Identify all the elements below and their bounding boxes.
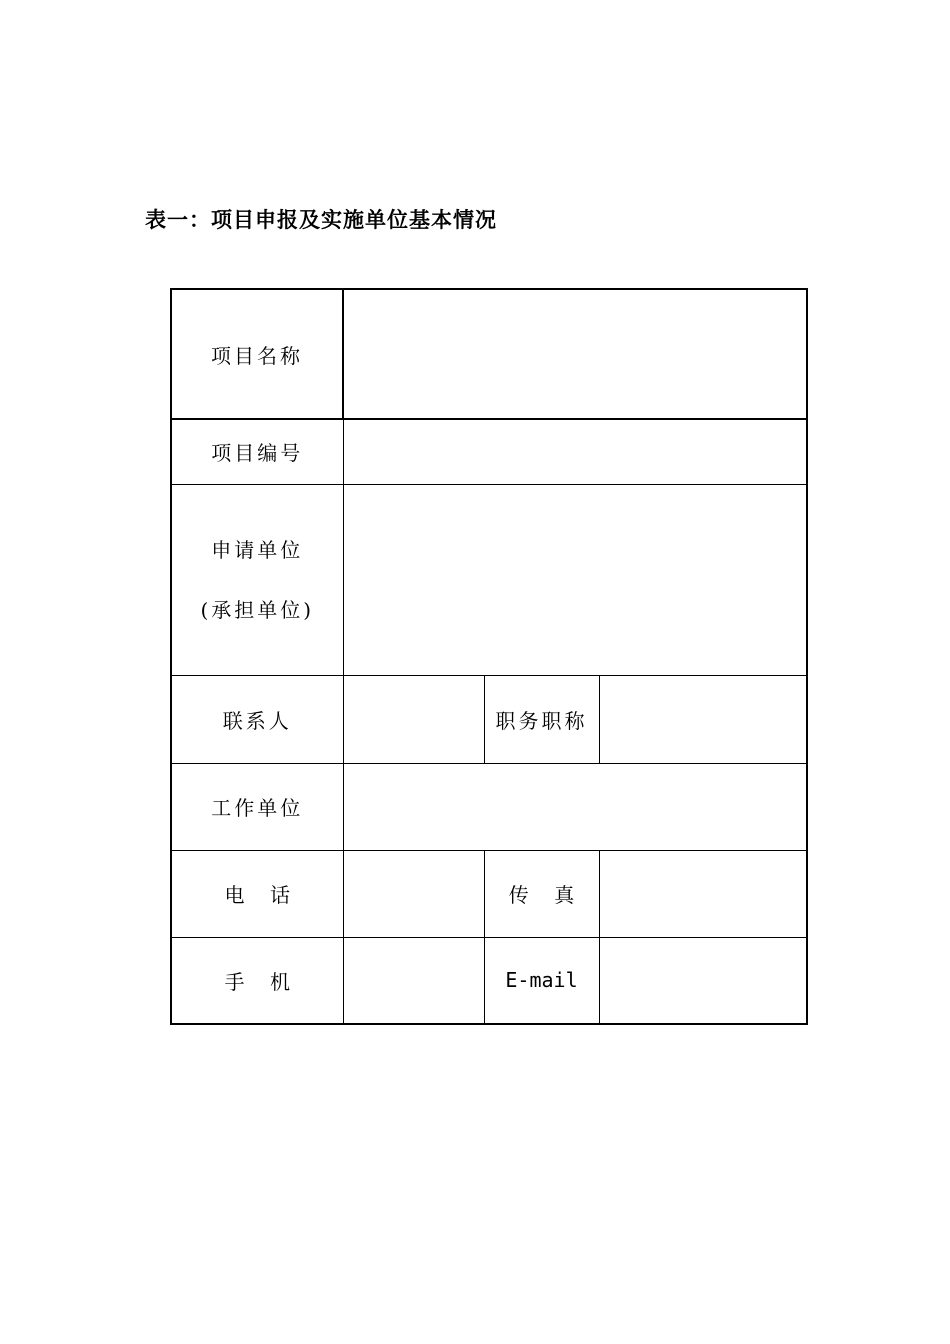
applicant-unit-field[interactable] — [343, 484, 807, 675]
row-project-number — [171, 419, 807, 484]
job-title-field[interactable] — [599, 675, 807, 763]
phone-label: 电 话 — [224, 883, 290, 907]
row-work-unit — [171, 763, 807, 850]
contact-label: 联系人 — [171, 675, 343, 763]
project-number-field[interactable] — [343, 419, 807, 484]
contact-field[interactable] — [343, 675, 484, 763]
mobile-label-cell — [171, 937, 343, 1024]
phone-field[interactable] — [343, 850, 484, 937]
work-unit-field[interactable] — [343, 763, 807, 850]
fax-label: 传 真 — [508, 883, 575, 907]
fax-field[interactable] — [599, 850, 807, 937]
row-mobile — [171, 937, 807, 1024]
fax-label-cell — [484, 850, 599, 937]
work-unit-label: 工作单位 — [171, 763, 343, 850]
mobile-label: 手 机 — [224, 969, 290, 994]
email-label: E-mail — [484, 937, 599, 1024]
row-contact — [171, 675, 807, 763]
row-applicant-unit — [171, 484, 807, 675]
project-number-label: 项目编号 — [171, 419, 343, 484]
row-project-name — [171, 289, 807, 419]
applicant-unit-sub-label: (承担单位) — [200, 597, 315, 622]
mobile-field[interactable] — [343, 937, 484, 1024]
row-phone — [171, 850, 807, 937]
project-name-label: 项目名称 — [171, 289, 343, 419]
job-title-label: 职务职称 — [484, 675, 599, 763]
phone-label-cell — [171, 850, 343, 937]
page-title: 表一：项目申报及实施单位基本情况 — [145, 208, 497, 232]
email-field[interactable] — [599, 937, 807, 1024]
project-info-table — [170, 288, 808, 1025]
applicant-unit-label: 申请单位 — [211, 537, 304, 562]
applicant-unit-label-cell — [171, 484, 343, 675]
project-name-field[interactable] — [343, 289, 807, 419]
